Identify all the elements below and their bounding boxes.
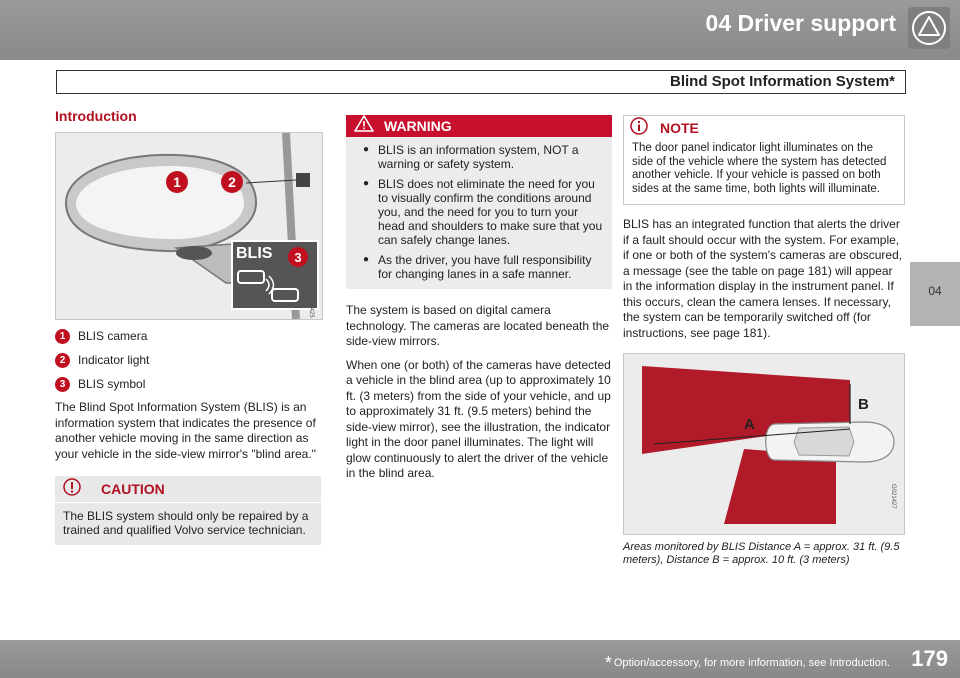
- legend-label: Indicator light: [78, 353, 150, 367]
- figure-code: G021427: [890, 484, 896, 509]
- camera-paragraph: The system is based on digital camera technology. The cameras are located beneath the side-view mirrors.: [346, 303, 610, 348]
- detection-paragraph: When one (or both) of the cameras have detected a vehicle in the blind area (up to approximately 10 ft. (3 meters) from the side of your vehicle, and up to approximately 31 ft. (9.5 meters) behind the side-view mirror), see the illustration, the indicator light in the door panel illuminates. The light will glow continuously to alert the driver of the vehicle in the blind area.: [346, 357, 611, 480]
- legend-label: BLIS camera: [78, 329, 148, 343]
- footer-band: [0, 640, 960, 678]
- warning-bullet-text: BLIS is an information system, NOT a warning or safety system.: [378, 143, 579, 171]
- page-number: 179: [911, 646, 948, 671]
- note-box: [623, 115, 905, 205]
- caution-header: [55, 476, 321, 503]
- caution-box: [55, 476, 321, 545]
- blis-car-icon: [236, 267, 306, 312]
- section-bar: [56, 70, 906, 94]
- legend-item: [55, 352, 321, 368]
- legend-item: [55, 376, 321, 392]
- introduction-heading: Introduction: [55, 108, 137, 124]
- warning-label: WARNING: [384, 118, 452, 134]
- blis-zone-diagram: [623, 353, 905, 535]
- bullet-icon: ●: [362, 254, 370, 265]
- legend-item: [55, 328, 321, 344]
- middle-column: [346, 115, 612, 490]
- mirror-illustration: [55, 132, 323, 320]
- warning-bullet-text: As the driver, you have full responsibility for changing lanes in a safe manner.: [378, 253, 592, 281]
- note-info-icon: [630, 117, 648, 140]
- warning-bullet: [354, 143, 604, 171]
- figure-code: G021425: [308, 293, 314, 318]
- distance-b-label: B: [858, 396, 869, 413]
- marker-3: 3: [288, 247, 308, 267]
- note-label: NOTE: [660, 120, 699, 136]
- blis-symbol-label: BLIS: [236, 245, 273, 262]
- legend-number: 1: [55, 329, 70, 344]
- warning-triangle-icon: [354, 115, 374, 137]
- legend-number: 2: [55, 353, 70, 368]
- section-title: Blind Spot Information System*: [669, 73, 895, 90]
- warning-body: [346, 137, 612, 289]
- side-tab-label: 04: [928, 284, 942, 298]
- warning-bullet: [354, 253, 604, 281]
- intro-paragraph: The Blind Spot Information System (BLIS) is an information system that indicates the presence of another vehicle moving in the same direction as your vehicle in the side-view mirror's "blind area.": [55, 400, 316, 461]
- header-band: [0, 0, 960, 60]
- marker-1: 1: [166, 171, 188, 193]
- warning-bullet: [354, 177, 604, 247]
- marker-2: 2: [221, 171, 243, 193]
- chapter-title: 04 Driver support: [705, 10, 896, 36]
- bullet-icon: ●: [362, 178, 370, 189]
- warning-header: [346, 115, 612, 137]
- right-column: [623, 115, 905, 566]
- caution-text: The BLIS system should only be repaired by a trained and qualified Volvo service technician.: [63, 509, 309, 537]
- distance-a-label: A: [744, 416, 755, 433]
- warning-bullet-text: BLIS does not eliminate the need for you to visually confirm the conditions around you, and the need for you to turn your head and shoulders to make sure that you can safely change lanes.: [378, 177, 603, 247]
- bullet-icon: ●: [362, 144, 370, 155]
- caution-exclamation-icon: [63, 478, 81, 501]
- left-column: [55, 108, 321, 545]
- footer-note: [605, 653, 890, 674]
- warning-box: [346, 115, 612, 289]
- footer-note-text: Option/accessory, for more information, see Introduction.: [613, 657, 890, 669]
- side-chapter-tab[interactable]: [910, 262, 960, 326]
- footer-asterisk: *: [604, 653, 612, 673]
- fault-paragraph: BLIS has an integrated function that alerts the driver if a fault should occur with the system. For example, if one or both of the system's cameras are obscured, a message (see the table on page 181) will appear in the information display in the instrument panel. If this occurs, clean the camera lenses. If necessary, the system can be temporarily switched off (for instructions, see page 181).: [623, 217, 903, 340]
- warning-triangle-icon: [908, 7, 950, 49]
- legend-label: BLIS symbol: [78, 377, 146, 391]
- note-text: The door panel indicator light illuminates on the side of the vehicle where the system has detected another vehicle. If your vehicle is passed on both sides at the same time, both lights will illuminate.: [632, 142, 887, 195]
- note-header: [624, 116, 904, 140]
- diagram-caption: Areas monitored by BLIS Distance A = approx. 31 ft. (9.5 meters), Distance B = approx. 10 ft. (3 meters): [623, 541, 900, 566]
- caution-label: CAUTION: [101, 481, 165, 497]
- legend-number: 3: [55, 377, 70, 392]
